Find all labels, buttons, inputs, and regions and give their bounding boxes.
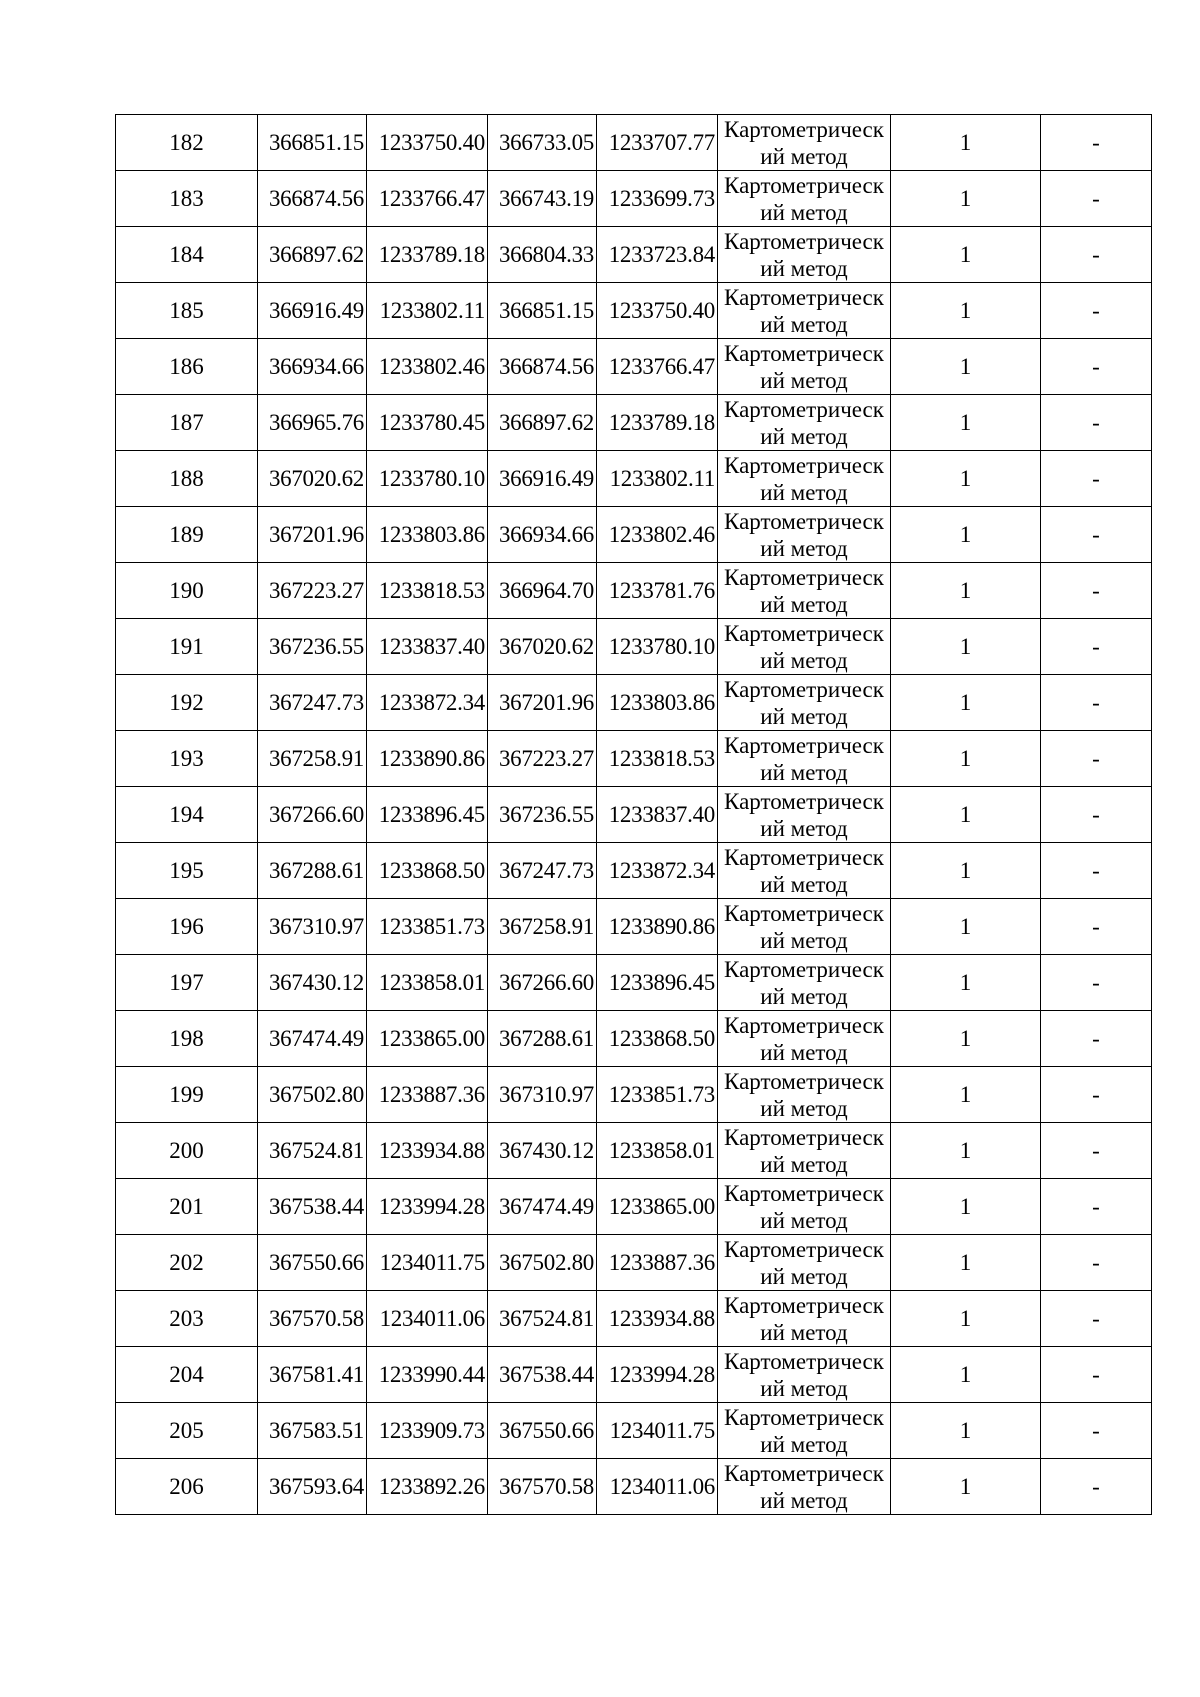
cell-y2: 1233818.53 — [597, 731, 718, 787]
table-row — [116, 171, 1152, 227]
cell-y1: 1233802.46 — [367, 339, 488, 395]
cell-precision: 1 — [891, 1067, 1041, 1123]
cell-note: - — [1041, 1011, 1152, 1067]
cell-x1: 367570.58 — [258, 1291, 367, 1347]
cell-precision: 1 — [891, 283, 1041, 339]
cell-point-id: 206 — [116, 1459, 258, 1515]
cell-y2: 1233858.01 — [597, 1123, 718, 1179]
cell-x2: 367288.61 — [488, 1011, 597, 1067]
cell-x1: 367524.81 — [258, 1123, 367, 1179]
method-text-line-2: ий метод — [760, 1375, 848, 1401]
table-row — [116, 1123, 1152, 1179]
cell-note: - — [1041, 563, 1152, 619]
cell-x2: 366743.19 — [488, 171, 597, 227]
cell-x1: 367502.80 — [258, 1067, 367, 1123]
method-text-line-2: ий метод — [760, 479, 848, 505]
cell-method — [718, 1403, 891, 1459]
cell-x2: 367502.80 — [488, 1235, 597, 1291]
cell-method — [718, 731, 891, 787]
method-text-line-2: ий метод — [760, 1487, 848, 1513]
method-text-line-2: ий метод — [760, 367, 848, 393]
cell-x2: 367247.73 — [488, 843, 597, 899]
method-text-line-1: Картометрическ — [724, 844, 884, 870]
table-row — [116, 843, 1152, 899]
method-text-line-1: Картометрическ — [724, 340, 884, 366]
cell-point-id: 196 — [116, 899, 258, 955]
cell-y2: 1233766.47 — [597, 339, 718, 395]
table-row — [116, 955, 1152, 1011]
table-row — [116, 339, 1152, 395]
cell-y1: 1233896.45 — [367, 787, 488, 843]
table-row — [116, 1403, 1152, 1459]
cell-y2: 1233872.34 — [597, 843, 718, 899]
cell-precision: 1 — [891, 619, 1041, 675]
cell-x1: 367236.55 — [258, 619, 367, 675]
cell-note: - — [1041, 955, 1152, 1011]
method-text-line-1: Картометрическ — [724, 956, 884, 982]
cell-method — [718, 563, 891, 619]
cell-precision: 1 — [891, 1459, 1041, 1515]
method-text-line-1: Картометрическ — [724, 1404, 884, 1430]
table-row — [116, 563, 1152, 619]
table-row — [116, 1291, 1152, 1347]
cell-x1: 367593.64 — [258, 1459, 367, 1515]
cell-point-id: 198 — [116, 1011, 258, 1067]
cell-y1: 1233994.28 — [367, 1179, 488, 1235]
cell-method — [718, 227, 891, 283]
method-text-line-1: Картометрическ — [724, 1236, 884, 1262]
cell-precision: 1 — [891, 227, 1041, 283]
cell-x2: 366916.49 — [488, 451, 597, 507]
cell-point-id: 194 — [116, 787, 258, 843]
cell-method — [718, 787, 891, 843]
cell-precision: 1 — [891, 1179, 1041, 1235]
method-text-line-1: Картометрическ — [724, 564, 884, 590]
cell-point-id: 182 — [116, 115, 258, 171]
cell-y2: 1233851.73 — [597, 1067, 718, 1123]
table-row — [116, 1459, 1152, 1515]
cell-point-id: 186 — [116, 339, 258, 395]
cell-y2: 1233803.86 — [597, 675, 718, 731]
cell-precision: 1 — [891, 563, 1041, 619]
method-text-line-1: Картометрическ — [724, 1292, 884, 1318]
cell-y1: 1233872.34 — [367, 675, 488, 731]
method-text-line-1: Картометрическ — [724, 284, 884, 310]
cell-y1: 1234011.06 — [367, 1291, 488, 1347]
cell-precision: 1 — [891, 1347, 1041, 1403]
cell-precision: 1 — [891, 115, 1041, 171]
cell-point-id: 187 — [116, 395, 258, 451]
table-row — [116, 619, 1152, 675]
cell-y2: 1233699.73 — [597, 171, 718, 227]
cell-note: - — [1041, 1347, 1152, 1403]
cell-method — [718, 899, 891, 955]
cell-method — [718, 1235, 891, 1291]
cell-precision: 1 — [891, 899, 1041, 955]
cell-y1: 1233766.47 — [367, 171, 488, 227]
cell-x2: 367430.12 — [488, 1123, 597, 1179]
cell-point-id: 197 — [116, 955, 258, 1011]
cell-y2: 1234011.06 — [597, 1459, 718, 1515]
cell-y1: 1233789.18 — [367, 227, 488, 283]
method-text-line-1: Картометрическ — [724, 1068, 884, 1094]
cell-y1: 1233803.86 — [367, 507, 488, 563]
cell-y1: 1233851.73 — [367, 899, 488, 955]
cell-x1: 367583.51 — [258, 1403, 367, 1459]
cell-y1: 1233837.40 — [367, 619, 488, 675]
table-row — [116, 675, 1152, 731]
cell-x2: 367258.91 — [488, 899, 597, 955]
method-text-line-2: ий метод — [760, 1207, 848, 1233]
table-body — [116, 115, 1152, 1515]
cell-precision: 1 — [891, 843, 1041, 899]
cell-x2: 366851.15 — [488, 283, 597, 339]
cell-x1: 367288.61 — [258, 843, 367, 899]
method-text-line-1: Картометрическ — [724, 452, 884, 478]
cell-y2: 1233865.00 — [597, 1179, 718, 1235]
cell-method — [718, 619, 891, 675]
cell-note: - — [1041, 731, 1152, 787]
table-row — [116, 451, 1152, 507]
cell-x1: 366874.56 — [258, 171, 367, 227]
cell-precision: 1 — [891, 1123, 1041, 1179]
cell-precision: 1 — [891, 955, 1041, 1011]
cell-y2: 1233723.84 — [597, 227, 718, 283]
cell-x2: 366874.56 — [488, 339, 597, 395]
cell-precision: 1 — [891, 1403, 1041, 1459]
method-text-line-2: ий метод — [760, 143, 848, 169]
cell-y2: 1233890.86 — [597, 899, 718, 955]
cell-x2: 367266.60 — [488, 955, 597, 1011]
cell-method — [718, 451, 891, 507]
cell-point-id: 184 — [116, 227, 258, 283]
cell-y1: 1233780.10 — [367, 451, 488, 507]
cell-method — [718, 283, 891, 339]
method-text-line-1: Картометрическ — [724, 788, 884, 814]
method-text-line-1: Картометрическ — [724, 732, 884, 758]
method-text-line-1: Картометрическ — [724, 900, 884, 926]
cell-note: - — [1041, 451, 1152, 507]
table-row — [116, 395, 1152, 451]
method-text-line-2: ий метод — [760, 759, 848, 785]
method-text-line-1: Картометрическ — [724, 228, 884, 254]
method-text-line-1: Картометрическ — [724, 396, 884, 422]
method-text-line-2: ий метод — [760, 255, 848, 281]
cell-x2: 367474.49 — [488, 1179, 597, 1235]
cell-x2: 366733.05 — [488, 115, 597, 171]
method-text-line-1: Картометрическ — [724, 676, 884, 702]
cell-x1: 366934.66 — [258, 339, 367, 395]
cell-note: - — [1041, 1123, 1152, 1179]
cell-x1: 366851.15 — [258, 115, 367, 171]
cell-x1: 367201.96 — [258, 507, 367, 563]
method-text-line-2: ий метод — [760, 1263, 848, 1289]
cell-y1: 1233818.53 — [367, 563, 488, 619]
cell-x2: 366964.70 — [488, 563, 597, 619]
cell-note: - — [1041, 395, 1152, 451]
cell-method — [718, 115, 891, 171]
cell-note: - — [1041, 787, 1152, 843]
cell-y2: 1234011.75 — [597, 1403, 718, 1459]
cell-point-id: 199 — [116, 1067, 258, 1123]
cell-x1: 366916.49 — [258, 283, 367, 339]
cell-note: - — [1041, 227, 1152, 283]
cell-x2: 367550.66 — [488, 1403, 597, 1459]
cell-y1: 1233780.45 — [367, 395, 488, 451]
cell-point-id: 205 — [116, 1403, 258, 1459]
cell-y2: 1233802.46 — [597, 507, 718, 563]
cell-note: - — [1041, 171, 1152, 227]
cell-y2: 1233789.18 — [597, 395, 718, 451]
method-text-line-1: Картометрическ — [724, 1124, 884, 1150]
cell-method — [718, 339, 891, 395]
cell-method — [718, 843, 891, 899]
cell-point-id: 183 — [116, 171, 258, 227]
cell-method — [718, 1011, 891, 1067]
cell-x1: 366965.76 — [258, 395, 367, 451]
cell-method — [718, 1123, 891, 1179]
cell-method — [718, 395, 891, 451]
cell-note: - — [1041, 1179, 1152, 1235]
cell-note: - — [1041, 619, 1152, 675]
cell-y2: 1233707.77 — [597, 115, 718, 171]
cell-point-id: 190 — [116, 563, 258, 619]
method-text-line-1: Картометрическ — [724, 1460, 884, 1486]
method-text-line-2: ий метод — [760, 1431, 848, 1457]
cell-point-id: 189 — [116, 507, 258, 563]
cell-x2: 366897.62 — [488, 395, 597, 451]
cell-y1: 1233909.73 — [367, 1403, 488, 1459]
cell-precision: 1 — [891, 451, 1041, 507]
cell-x1: 367581.41 — [258, 1347, 367, 1403]
method-text-line-2: ий метод — [760, 703, 848, 729]
cell-y1: 1233890.86 — [367, 731, 488, 787]
method-text-line-1: Картометрическ — [724, 1348, 884, 1374]
cell-point-id: 204 — [116, 1347, 258, 1403]
method-text-line-1: Картометрическ — [724, 1012, 884, 1038]
cell-precision: 1 — [891, 787, 1041, 843]
cell-y1: 1233934.88 — [367, 1123, 488, 1179]
cell-note: - — [1041, 507, 1152, 563]
cell-x1: 367550.66 — [258, 1235, 367, 1291]
cell-method — [718, 955, 891, 1011]
table-row — [116, 1179, 1152, 1235]
table-row — [116, 1347, 1152, 1403]
cell-x2: 367236.55 — [488, 787, 597, 843]
cell-method — [718, 1179, 891, 1235]
method-text-line-2: ий метод — [760, 927, 848, 953]
cell-y2: 1233802.11 — [597, 451, 718, 507]
table-row — [116, 283, 1152, 339]
cell-method — [718, 675, 891, 731]
cell-precision: 1 — [891, 339, 1041, 395]
cell-point-id: 195 — [116, 843, 258, 899]
cell-x1: 367266.60 — [258, 787, 367, 843]
cell-point-id: 185 — [116, 283, 258, 339]
method-text-line-1: Картометрическ — [724, 620, 884, 646]
method-text-line-2: ий метод — [760, 1319, 848, 1345]
cell-note: - — [1041, 1235, 1152, 1291]
table-row — [116, 507, 1152, 563]
cell-point-id: 193 — [116, 731, 258, 787]
cell-x2: 367201.96 — [488, 675, 597, 731]
method-text-line-2: ий метод — [760, 1151, 848, 1177]
coordinates-table — [115, 114, 1152, 1515]
cell-y1: 1233990.44 — [367, 1347, 488, 1403]
cell-x1: 367020.62 — [258, 451, 367, 507]
cell-y2: 1233780.10 — [597, 619, 718, 675]
cell-x2: 367570.58 — [488, 1459, 597, 1515]
method-text-line-2: ий метод — [760, 983, 848, 1009]
table-row — [116, 787, 1152, 843]
cell-method — [718, 1459, 891, 1515]
cell-y1: 1234011.75 — [367, 1235, 488, 1291]
method-text-line-2: ий метод — [760, 647, 848, 673]
cell-y1: 1233865.00 — [367, 1011, 488, 1067]
cell-y2: 1233896.45 — [597, 955, 718, 1011]
method-text-line-2: ий метод — [760, 199, 848, 225]
cell-x2: 367020.62 — [488, 619, 597, 675]
cell-point-id: 192 — [116, 675, 258, 731]
cell-x1: 367430.12 — [258, 955, 367, 1011]
method-text-line-2: ий метод — [760, 815, 848, 841]
cell-point-id: 201 — [116, 1179, 258, 1235]
cell-y1: 1233802.11 — [367, 283, 488, 339]
cell-x2: 366934.66 — [488, 507, 597, 563]
cell-method — [718, 507, 891, 563]
cell-x2: 366804.33 — [488, 227, 597, 283]
cell-y1: 1233892.26 — [367, 1459, 488, 1515]
cell-precision: 1 — [891, 675, 1041, 731]
method-text-line-2: ий метод — [760, 1039, 848, 1065]
cell-method — [718, 171, 891, 227]
cell-x2: 367538.44 — [488, 1347, 597, 1403]
method-text-line-1: Картометрическ — [724, 172, 884, 198]
cell-y1: 1233868.50 — [367, 843, 488, 899]
cell-y1: 1233750.40 — [367, 115, 488, 171]
cell-x1: 367538.44 — [258, 1179, 367, 1235]
cell-precision: 1 — [891, 1291, 1041, 1347]
cell-note: - — [1041, 899, 1152, 955]
table-row — [116, 1067, 1152, 1123]
cell-method — [718, 1347, 891, 1403]
method-text-line-2: ий метод — [760, 311, 848, 337]
cell-y2: 1233887.36 — [597, 1235, 718, 1291]
cell-precision: 1 — [891, 1011, 1041, 1067]
cell-point-id: 202 — [116, 1235, 258, 1291]
cell-method — [718, 1291, 891, 1347]
cell-note: - — [1041, 675, 1152, 731]
cell-x1: 367247.73 — [258, 675, 367, 731]
cell-note: - — [1041, 115, 1152, 171]
cell-y2: 1233781.76 — [597, 563, 718, 619]
cell-note: - — [1041, 1459, 1152, 1515]
cell-y2: 1233837.40 — [597, 787, 718, 843]
cell-y2: 1233750.40 — [597, 283, 718, 339]
method-text-line-1: Картометрическ — [724, 1180, 884, 1206]
cell-x2: 367524.81 — [488, 1291, 597, 1347]
method-text-line-2: ий метод — [760, 535, 848, 561]
table-row — [116, 731, 1152, 787]
cell-method — [718, 1067, 891, 1123]
method-text-line-2: ий метод — [760, 871, 848, 897]
table-row — [116, 1235, 1152, 1291]
cell-x1: 367474.49 — [258, 1011, 367, 1067]
cell-x2: 367310.97 — [488, 1067, 597, 1123]
cell-note: - — [1041, 283, 1152, 339]
cell-x2: 367223.27 — [488, 731, 597, 787]
method-text-line-1: Картометрическ — [724, 508, 884, 534]
cell-note: - — [1041, 339, 1152, 395]
cell-note: - — [1041, 1291, 1152, 1347]
method-text-line-2: ий метод — [760, 1095, 848, 1121]
cell-x1: 367223.27 — [258, 563, 367, 619]
cell-note: - — [1041, 843, 1152, 899]
cell-note: - — [1041, 1403, 1152, 1459]
table-row — [116, 899, 1152, 955]
cell-point-id: 191 — [116, 619, 258, 675]
method-text-line-2: ий метод — [760, 591, 848, 617]
cell-note: - — [1041, 1067, 1152, 1123]
cell-y1: 1233858.01 — [367, 955, 488, 1011]
cell-precision: 1 — [891, 731, 1041, 787]
cell-precision: 1 — [891, 507, 1041, 563]
table-row — [116, 227, 1152, 283]
cell-y2: 1233934.88 — [597, 1291, 718, 1347]
method-text-line-1: Картометрическ — [724, 116, 884, 142]
cell-y2: 1233868.50 — [597, 1011, 718, 1067]
cell-point-id: 203 — [116, 1291, 258, 1347]
cell-precision: 1 — [891, 395, 1041, 451]
cell-precision: 1 — [891, 171, 1041, 227]
cell-y2: 1233994.28 — [597, 1347, 718, 1403]
cell-x1: 367258.91 — [258, 731, 367, 787]
method-text-line-2: ий метод — [760, 423, 848, 449]
cell-y1: 1233887.36 — [367, 1067, 488, 1123]
table-row — [116, 1011, 1152, 1067]
cell-x1: 366897.62 — [258, 227, 367, 283]
table-row — [116, 115, 1152, 171]
cell-point-id: 200 — [116, 1123, 258, 1179]
cell-x1: 367310.97 — [258, 899, 367, 955]
cell-precision: 1 — [891, 1235, 1041, 1291]
cell-point-id: 188 — [116, 451, 258, 507]
